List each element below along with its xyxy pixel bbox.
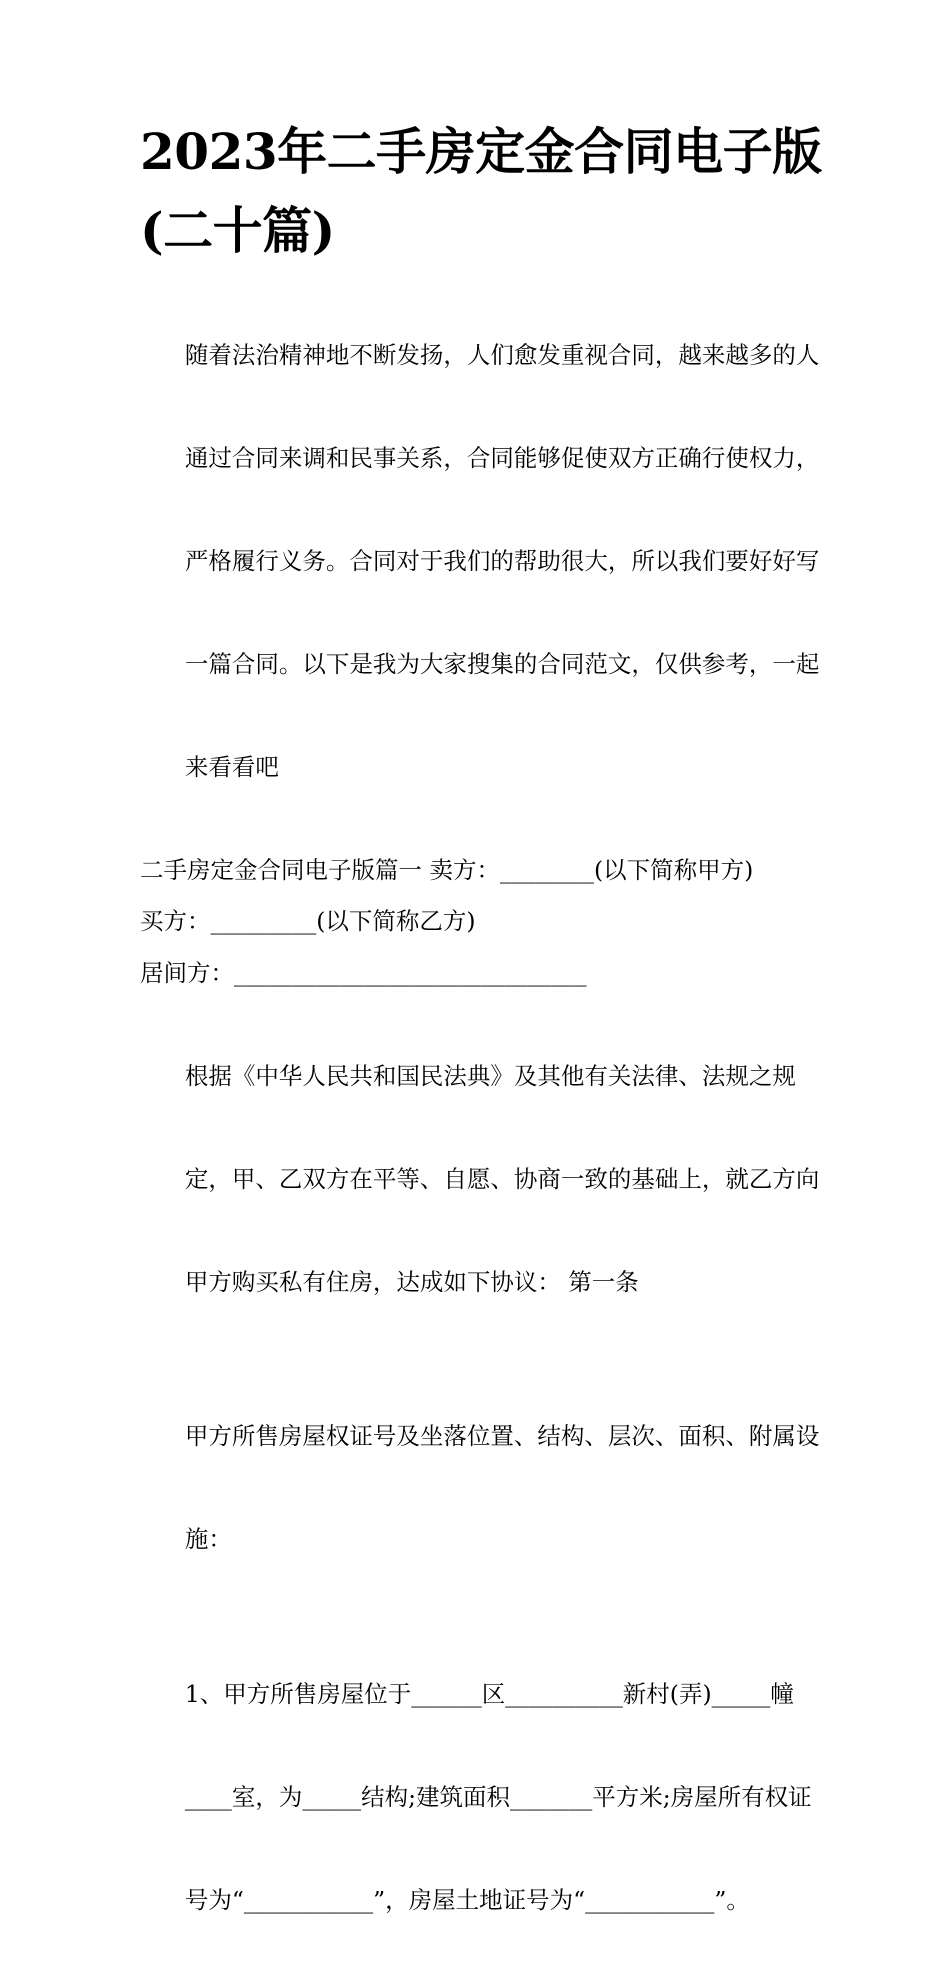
intro-line: 一篇合同。以下是我为大家搜集的合同范文，仅供参考，一起	[184, 649, 820, 678]
seller-line: 二手房定金合同电子版篇一 卖方：________(以下简称甲方)	[140, 855, 754, 884]
intro-paragraph	[140, 278, 840, 845]
intro-line: 严格履行义务。合同对于我们的帮助很大，所以我们要好好写	[184, 546, 820, 575]
article-1-paragraph	[140, 1360, 840, 1618]
title-line-1: 2023年二手房定金合同电子版	[140, 122, 822, 181]
basis-paragraph	[140, 999, 840, 1360]
basis-line: 根据《中华人民共和国民法典》及其他有关法律、法规之规	[184, 1061, 796, 1090]
broker-line: 居间方：______________________________	[140, 958, 587, 987]
intro-line: 随着法治精神地不断发扬，人们愈发重视合同，越来越多的人	[184, 340, 820, 369]
basis-line: 甲方购买私有住房，达成如下协议： 第一条	[184, 1267, 639, 1296]
document-title	[140, 112, 830, 270]
item-1-line: 1、甲方所售房屋位于______区__________新村(弄)_____幢	[184, 1679, 794, 1708]
intro-line: 通过合同来调和民事关系，合同能够促使双方正确行使权力，	[184, 443, 820, 472]
intro-line: 来看看吧	[184, 752, 279, 781]
item-1-line: ____室，为_____结构;建筑面积_______平方米;房屋所有权证	[184, 1782, 812, 1811]
title-line-2: (二十篇)	[140, 201, 335, 260]
item-1-paragraph	[140, 1617, 840, 1978]
article-1-line: 施：	[184, 1525, 232, 1553]
item-1-line: 号为“___________”，房屋土地证号为“___________”。	[184, 1885, 750, 1914]
document-body	[140, 278, 840, 1978]
buyer-line: 买方：_________(以下简称乙方)	[140, 907, 476, 935]
basis-line: 定，甲、乙双方在平等、自愿、协商一致的基础上，就乙方向	[184, 1164, 820, 1193]
article-1-line: 甲方所售房屋权证号及坐落位置、结构、层次、面积、附属设	[184, 1422, 820, 1450]
